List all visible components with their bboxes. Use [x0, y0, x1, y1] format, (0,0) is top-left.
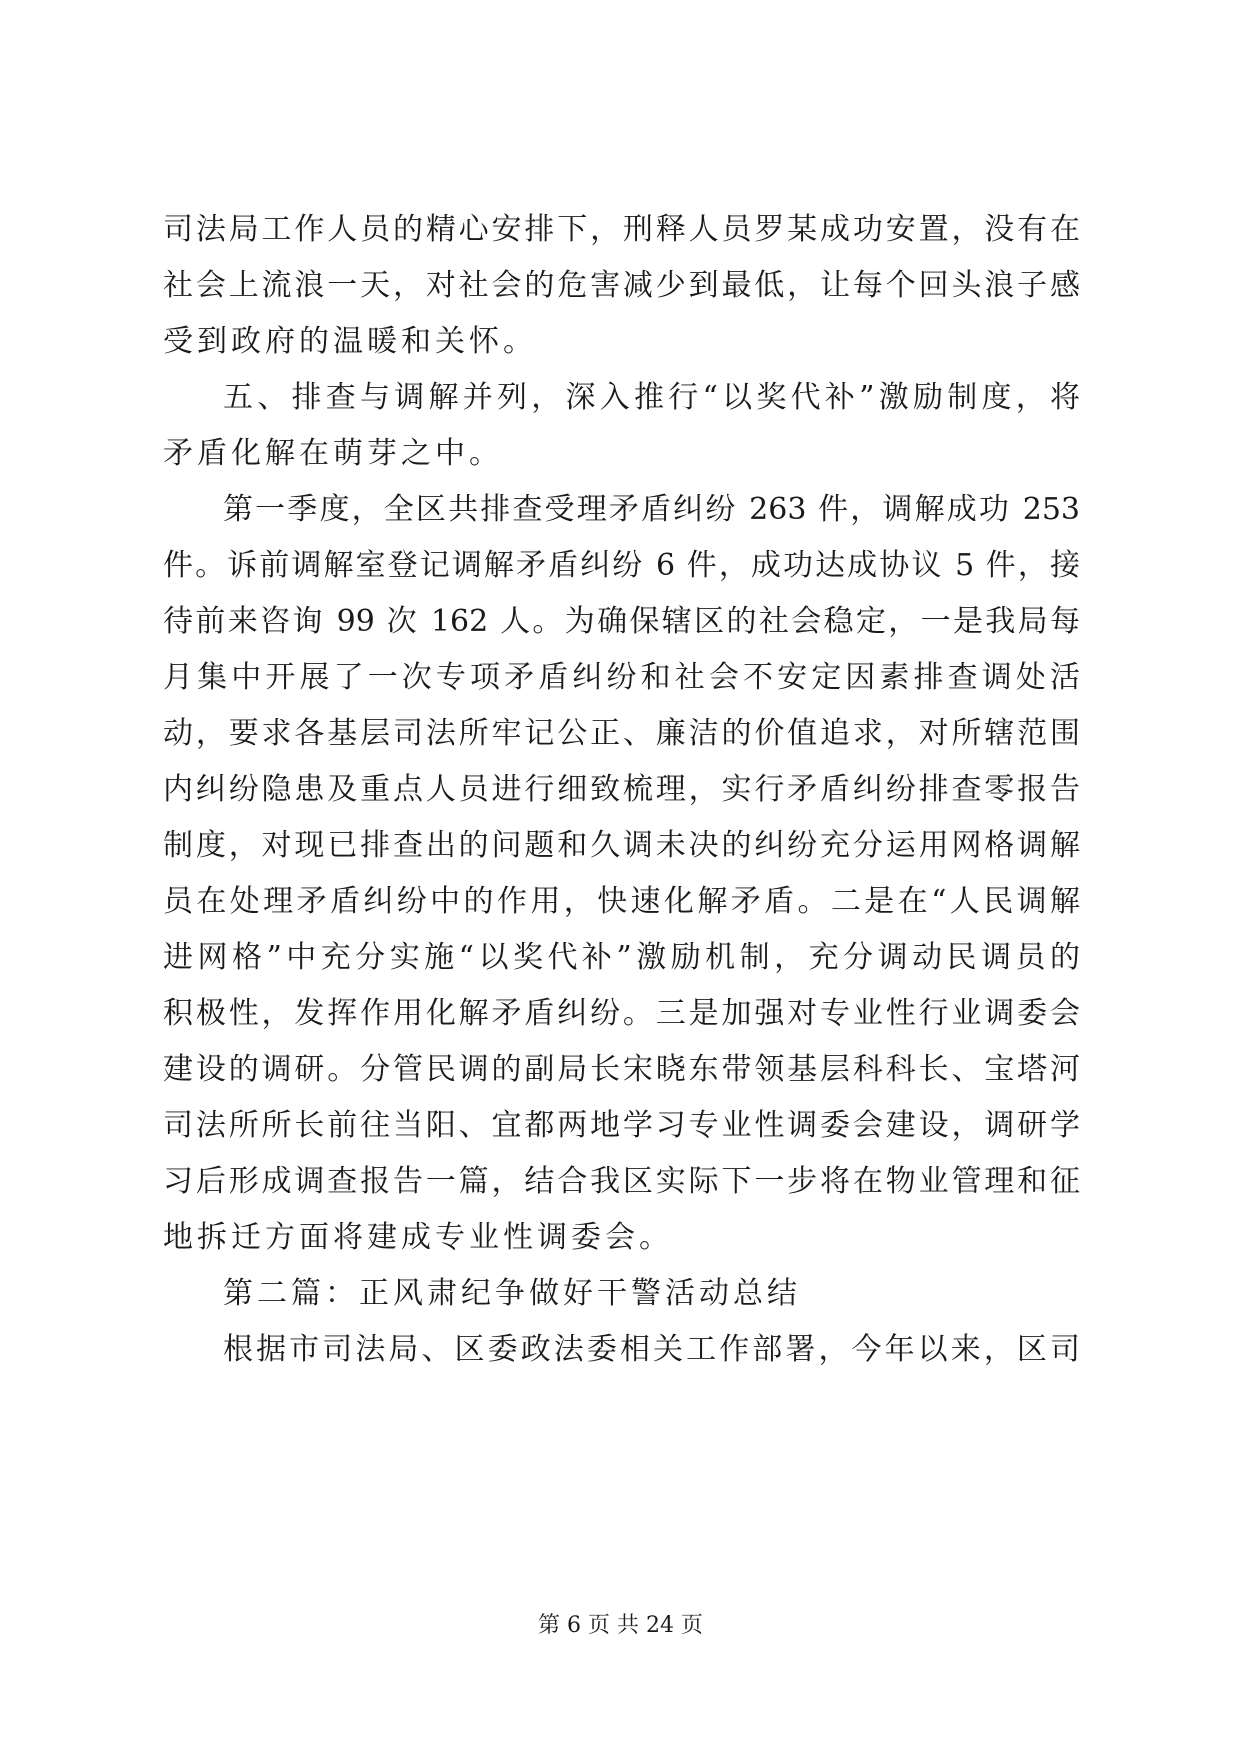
- paragraph-line: 习后形成调查报告一篇，结合我区实际下一步将在物业管理和征: [163, 1164, 1080, 1199]
- paragraph-line: 制度，对现已排查出的问题和久调未决的纠纷充分运用网格调解: [163, 828, 1080, 863]
- paragraph-line: 进网格”中充分实施“以奖代补”激励机制，充分调动民调员的: [163, 940, 1080, 975]
- paragraph-line: 司法局工作人员的精心安排下，刑释人员罗某成功安置，没有在: [163, 212, 1080, 247]
- section-heading: 第二篇：正风肃纪争做好干警活动总结: [223, 1276, 801, 1311]
- paragraph-line: 地拆迁方面将建成专业性调委会。: [163, 1220, 673, 1255]
- paragraph-line: 司法所所长前往当阳、宜都两地学习专业性调委会建设，调研学: [163, 1108, 1080, 1143]
- paragraph-line: 第一季度，全区共排查受理矛盾纠纷 263 件，调解成功 253: [223, 492, 1080, 527]
- paragraph-line: 员在处理矛盾纠纷中的作用，快速化解矛盾。二是在“人民调解: [163, 884, 1080, 919]
- paragraph-line: 动，要求各基层司法所牢记公正、廉洁的价值追求，对所辖范围: [163, 716, 1080, 751]
- paragraph-line: 内纠纷隐患及重点人员进行细致梳理，实行矛盾纠纷排查零报告: [163, 772, 1080, 807]
- paragraph-line: 矛盾化解在萌芽之中。: [163, 436, 503, 471]
- paragraph-line: 积极性，发挥作用化解矛盾纠纷。三是加强对专业性行业调委会: [163, 996, 1080, 1031]
- page-number-footer: 第 6 页 共 24 页: [538, 1613, 703, 1638]
- paragraph-line: 件。诉前调解室登记调解矛盾纠纷 6 件，成功达成协议 5 件，接: [163, 548, 1080, 583]
- paragraph-line: 五、排查与调解并列，深入推行“以奖代补”激励制度，将: [223, 380, 1080, 415]
- paragraph-line: 月集中开展了一次专项矛盾纠纷和社会不安定因素排查调处活: [163, 660, 1080, 695]
- paragraph-line: 建设的调研。分管民调的副局长宋晓东带领基层科科长、宝塔河: [163, 1052, 1080, 1087]
- paragraph-line: 待前来咨询 99 次 162 人。为确保辖区的社会稳定，一是我局每: [163, 604, 1080, 639]
- paragraph-line: 社会上流浪一天，对社会的危害减少到最低，让每个回头浪子感: [163, 268, 1080, 303]
- paragraph-line: 受到政府的温暖和关怀。: [163, 324, 537, 359]
- paragraph-line: 根据市司法局、区委政法委相关工作部署，今年以来，区司: [223, 1332, 1080, 1367]
